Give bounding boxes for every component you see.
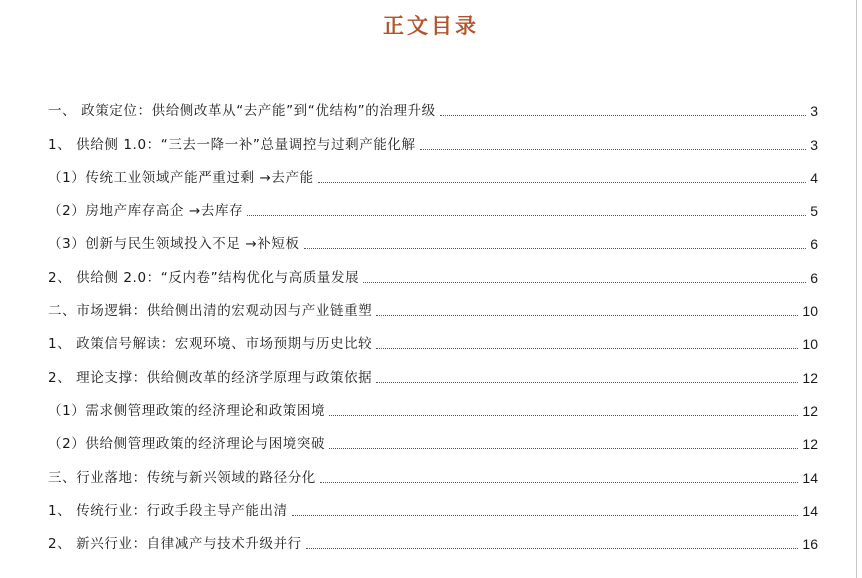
toc-leader-dots xyxy=(363,281,806,283)
toc-entry-page: 10 xyxy=(802,336,818,353)
table-of-contents xyxy=(48,88,818,554)
toc-leader-dots xyxy=(376,347,798,349)
toc-entry-page: 14 xyxy=(802,469,818,486)
toc-entry-label: 二、市场逻辑：供给侧出清的宏观动因与产业链重塑 xyxy=(48,303,373,320)
toc-entry[interactable] xyxy=(48,488,818,521)
toc-entry-label: （1）需求侧管理政策的经济理论和政策困境 xyxy=(48,402,326,419)
toc-entry-page: 6 xyxy=(810,269,818,286)
page-title: 正文目录 xyxy=(383,13,479,38)
toc-entry-label: 2、 供给侧 2.0：“反内卷”结构优化与高质量发展 xyxy=(48,269,360,286)
toc-entry[interactable] xyxy=(48,254,818,287)
toc-entry-label: （2）供给侧管理政策的经济理论与困境突破 xyxy=(48,436,326,453)
toc-entry-label: 1、 供给侧 1.0：“三去一降一补”总量调控与过剩产能化解 xyxy=(48,136,416,153)
toc-leader-dots xyxy=(247,214,806,216)
toc-entry-page: 4 xyxy=(810,169,818,186)
toc-entry-page: 12 xyxy=(802,402,818,419)
toc-leader-dots xyxy=(329,414,798,416)
toc-entry[interactable] xyxy=(48,221,818,254)
toc-entry[interactable] xyxy=(48,321,818,354)
toc-entry-label: 2、 理论支撑：供给侧改革的经济学原理与政策依据 xyxy=(48,369,373,386)
toc-leader-dots xyxy=(440,114,806,116)
toc-entry-page: 12 xyxy=(802,369,818,386)
toc-leader-dots xyxy=(320,481,799,483)
toc-entry[interactable] xyxy=(48,88,818,121)
toc-entry-page: 3 xyxy=(810,136,818,153)
toc-entry-label: 三、行业落地：传统与新兴领域的路径分化 xyxy=(48,469,316,486)
toc-entry[interactable] xyxy=(48,388,818,421)
toc-leader-dots xyxy=(420,148,806,150)
toc-entry[interactable] xyxy=(48,288,818,321)
toc-leader-dots xyxy=(306,547,799,549)
toc-entry[interactable] xyxy=(48,155,818,188)
toc-entry-label: 2、 新兴行业：自律减产与技术升级并行 xyxy=(48,536,302,553)
toc-entry-page: 16 xyxy=(802,536,818,553)
toc-leader-dots xyxy=(329,447,798,449)
toc-entry-page: 12 xyxy=(802,436,818,453)
toc-entry[interactable] xyxy=(48,188,818,221)
toc-entry-page: 6 xyxy=(810,236,818,253)
toc-leader-dots xyxy=(304,247,806,249)
toc-entry[interactable] xyxy=(48,354,818,387)
toc-entry-page: 5 xyxy=(810,203,818,220)
toc-entry-page: 10 xyxy=(802,303,818,320)
toc-entry[interactable] xyxy=(48,421,818,454)
toc-entry-label: （3）创新与民生领域投入不足 →补短板 xyxy=(48,236,300,253)
toc-entry[interactable] xyxy=(48,521,818,554)
toc-entry[interactable] xyxy=(48,454,818,487)
toc-entry-label: 1、 传统行业：行政手段主导产能出清 xyxy=(48,502,288,519)
toc-entry-label: 一、 政策定位：供给侧改革从“去产能”到“优结构”的治理升级 xyxy=(48,103,436,120)
toc-entry-label: 1、 政策信号解读：宏观环境、市场预期与历史比较 xyxy=(48,336,373,353)
page-edge-rule xyxy=(856,0,857,578)
toc-entry-page: 3 xyxy=(810,103,818,120)
toc-entry-label: （1）传统工业领域产能严重过剩 →去产能 xyxy=(48,169,314,186)
toc-entry[interactable] xyxy=(48,121,818,154)
toc-entry-label: （2）房地产库存高企 →去库存 xyxy=(48,203,244,220)
toc-leader-dots xyxy=(376,381,798,383)
toc-entry-page: 14 xyxy=(802,502,818,519)
toc-leader-dots xyxy=(292,514,799,516)
toc-leader-dots xyxy=(318,181,806,183)
toc-leader-dots xyxy=(376,314,798,316)
